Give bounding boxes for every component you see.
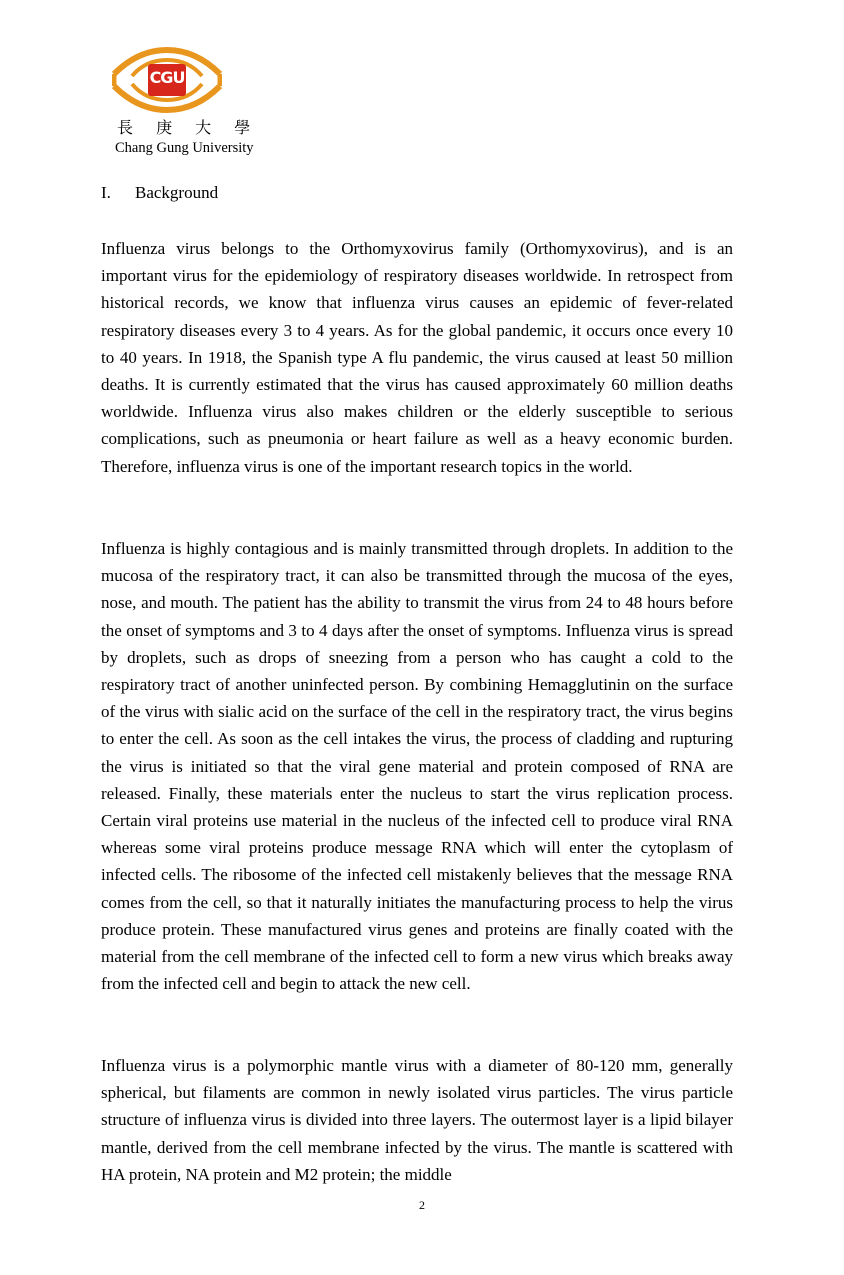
section-title: Background [135,183,219,202]
page-number: 2 [419,1198,425,1212]
section-number: I. [101,183,111,202]
paragraph: Influenza virus is a polymorphic mantle virus with a diameter of 80-120 mm, generally spherical, but filaments are common in newly isolated virus particles. The virus particle structure of influenza virus is divided into three layers. The outermost layer is a lipid bilayer mantle, derived from the cell membrane infected by the virus. The mantle is scattered with HA protein, NA protein and M2 protein; the middle [101,1056,733,1184]
section-heading [101,183,218,203]
university-logo [112,44,222,116]
paragraph: Influenza virus belongs to the Orthomyxovirus family (Orthomyxovirus), and is an important virus for the epidemiology of respiratory diseases worldwide. In retrospect from historical records, we know that influenza virus causes an epidemic of fever-related respiratory diseases every 3 to 4 years. As for the global pandemic, it occurs once every 10 to 40 years. In 1918, the Spanish type A flu pandemic, the virus caused at least 50 million deaths. It is currently estimated that the virus has caused approximately 60 million deaths worldwide. Influenza virus also makes children or the elderly susceptible to serious complications, such as pneumonia or heart failure as well as a heavy economic burden. Therefore, influenza virus is one of the important research topics in the world. [101,239,733,476]
paragraph: Influenza is highly contagious and is mainly transmitted through droplets. In addition to the mucosa of the respiratory tract, it can also be transmitted through the mucosa of the eyes, nose, and mouth. The patient has the ability to transmit the virus from 24 to 48 hours before the onset of symptoms and 3 to 4 days after the onset of symptoms. Influenza virus is spread by droplets, such as drops of sneezing from a person who has caught a cold to the respiratory tract of another uninfected person. By combining Hemagglutinin on the surface of the virus with sialic acid on the surface of the cell in the respiratory tract, the virus begins to enter the cell. As soon as the cell intakes the virus, the process of cladding and rupturing the virus is initiated so that the viral gene material and protein composed of RNA are released. Finally, these materials enter the nucleus to start the virus replication process. Certain viral proteins use material in the nucleus of the infected cell to produce viral RNA whereas some viral proteins produce message RNA which will enter the cytoplasm of infected cells. The ribosome of the infected cell mistakenly believes that the message RNA comes from the cell, so that it naturally initiates the manufacturing process to help the virus produce protein. These manufactured virus genes and proteins are finally coated with the material from the cell membrane of the infected cell to form a new virus which breaks away from the infected cell and begin to attack the new cell. [101,539,733,994]
university-name-chinese: 長 庚 大 學 [117,118,260,137]
logo-text: CGU [149,68,185,87]
university-name-english: Chang Gung University [115,140,254,156]
